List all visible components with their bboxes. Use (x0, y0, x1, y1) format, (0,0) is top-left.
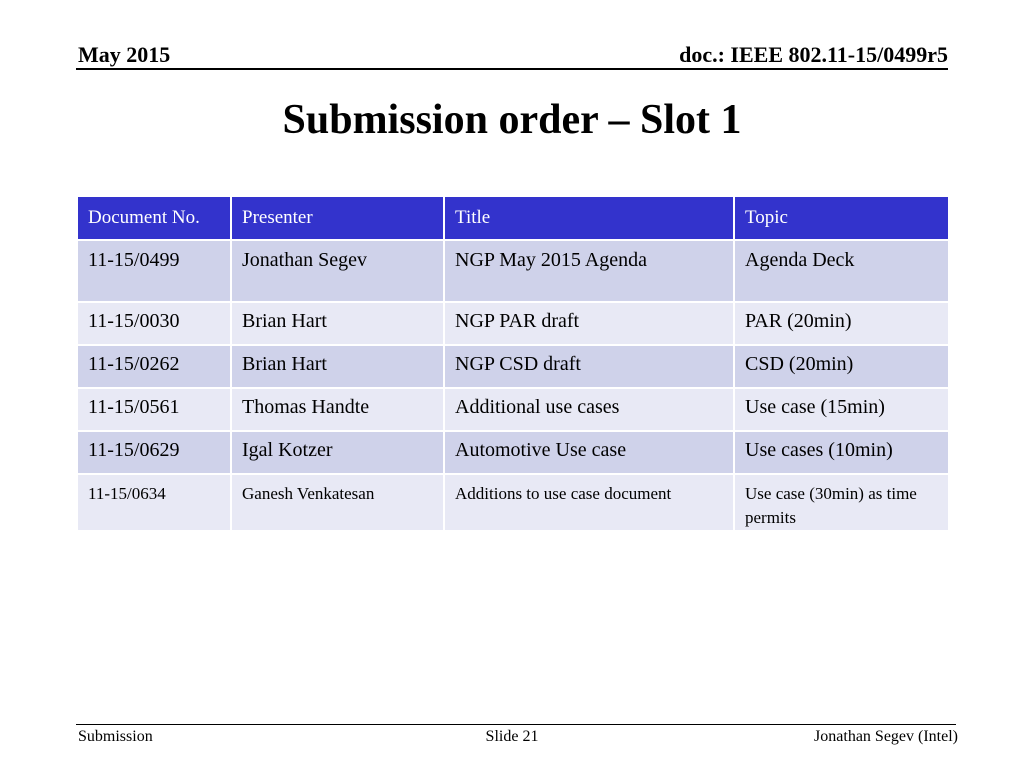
cell-document-no: 11-15/0629 (77, 431, 231, 474)
cell-topic: PAR (20min) (734, 302, 949, 345)
column-header-topic: Topic (734, 196, 949, 240)
cell-topic: Use case (30min) as time permits (734, 474, 949, 531)
cell-presenter: Ganesh Venkatesan (231, 474, 444, 531)
table-row (77, 431, 949, 474)
table-row (77, 388, 949, 431)
cell-title: NGP PAR draft (444, 302, 734, 345)
slide-title: Submission order – Slot 1 (282, 97, 742, 143)
cell-document-no: 11-15/0262 (77, 345, 231, 388)
header-date: May 2015 (78, 42, 171, 67)
cell-presenter: Jonathan Segev (231, 240, 444, 302)
cell-title: Automotive Use case (444, 431, 734, 474)
cell-document-no: 11-15/0499 (77, 240, 231, 302)
footer-author: Jonathan Segev (Intel) (814, 728, 958, 745)
table-header-row (77, 196, 949, 240)
column-header-document-no: Document No. (77, 196, 231, 240)
cell-title: Additional use cases (444, 388, 734, 431)
cell-topic: Agenda Deck (734, 240, 949, 302)
cell-document-no: 11-15/0634 (77, 474, 231, 531)
header-doc-id: doc.: IEEE 802.11-15/0499r5 (679, 42, 948, 67)
cell-presenter: Brian Hart (231, 345, 444, 388)
table-row (77, 240, 949, 302)
submission-table (76, 195, 950, 532)
footer-rule (76, 724, 956, 725)
cell-title: Additions to use case document (444, 474, 734, 531)
cell-document-no: 11-15/0561 (77, 388, 231, 431)
cell-presenter: Thomas Handte (231, 388, 444, 431)
table-row (77, 474, 949, 531)
header-rule (76, 68, 948, 70)
table-row (77, 302, 949, 345)
table-row (77, 345, 949, 388)
footer-slide-number: Slide 21 (485, 728, 539, 745)
footer-submission: Submission (78, 728, 153, 745)
cell-title: NGP CSD draft (444, 345, 734, 388)
column-header-title: Title (444, 196, 734, 240)
cell-presenter: Brian Hart (231, 302, 444, 345)
column-header-presenter: Presenter (231, 196, 444, 240)
cell-topic: Use cases (10min) (734, 431, 949, 474)
cell-document-no: 11-15/0030 (77, 302, 231, 345)
cell-topic: Use case (15min) (734, 388, 949, 431)
cell-presenter: Igal Kotzer (231, 431, 444, 474)
cell-title: NGP May 2015 Agenda (444, 240, 734, 302)
cell-topic: CSD (20min) (734, 345, 949, 388)
